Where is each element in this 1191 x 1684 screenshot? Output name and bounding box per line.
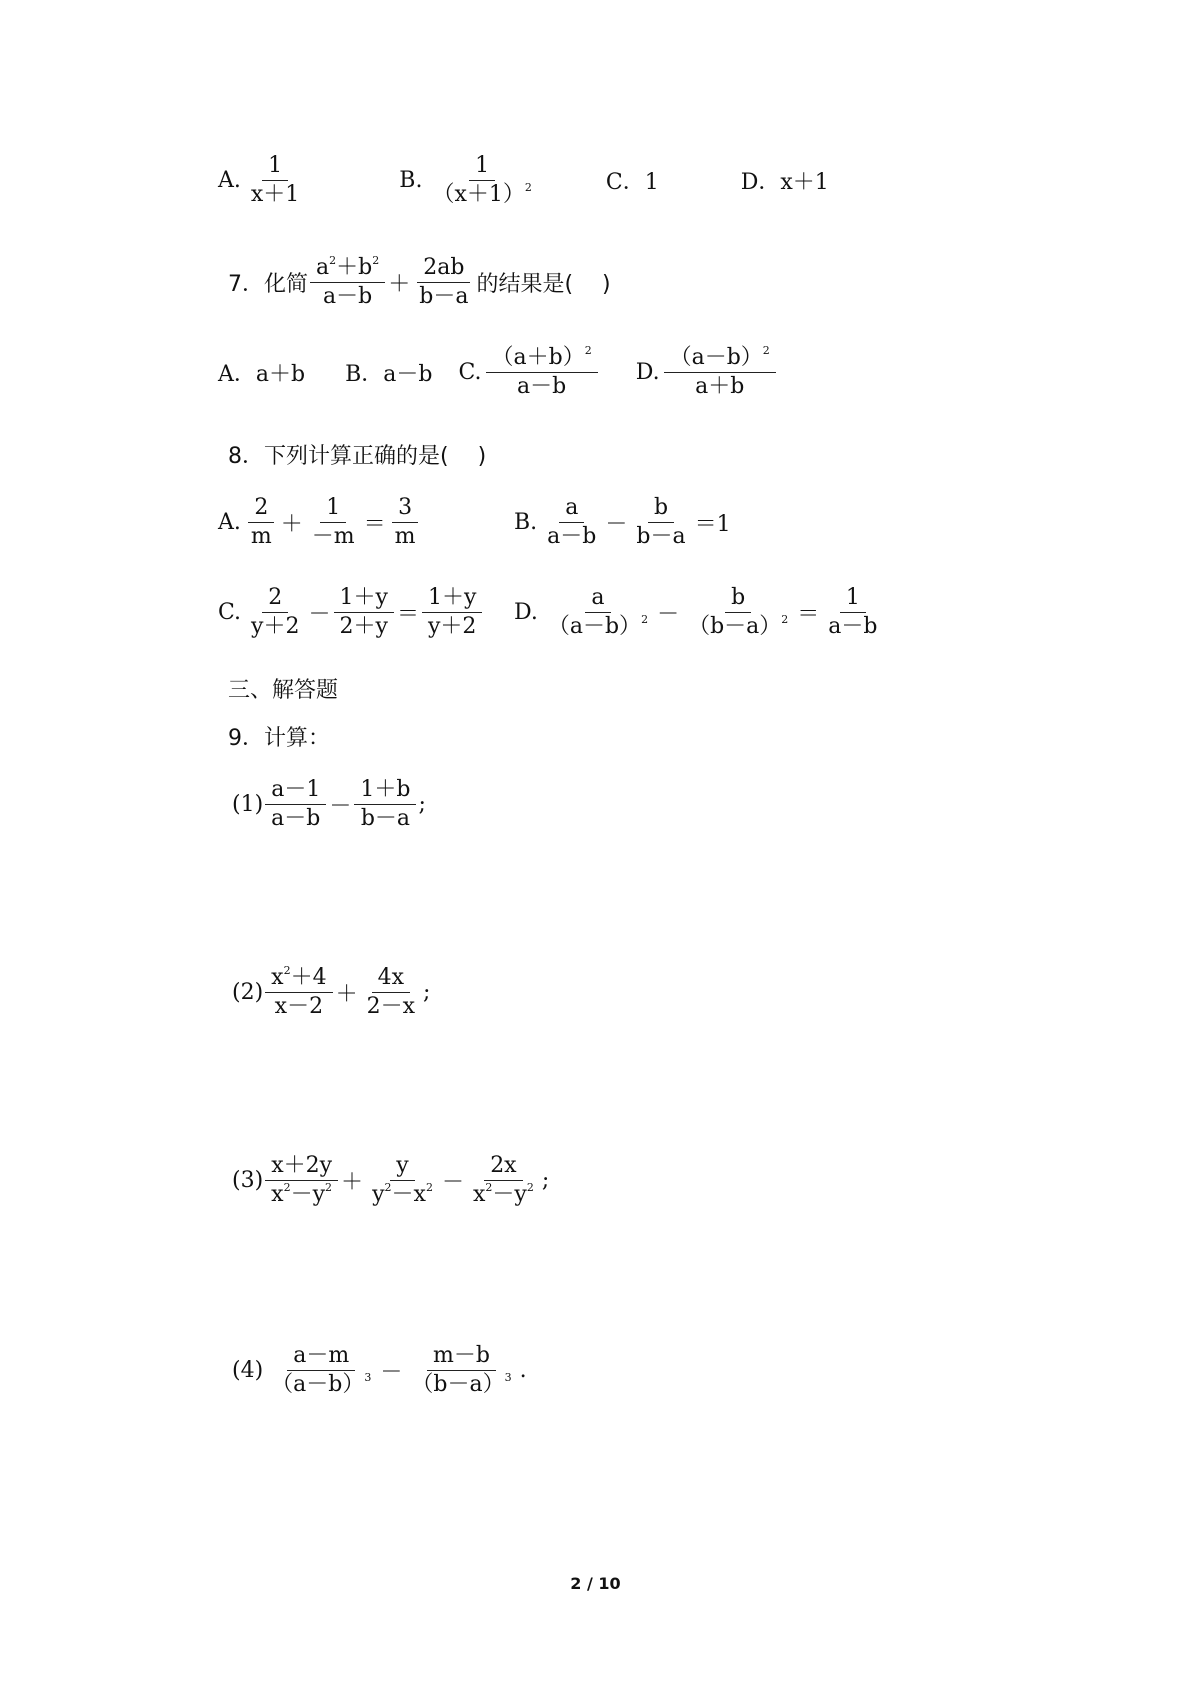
q8-option-a: A. $\frac{2}{m}$ ＋ $\frac{1}{-m}$ ＝ $\frac{3}{m}$ — [218, 494, 424, 551]
fraction: $\frac{y}{y^2-x^2}$ — [372, 1152, 433, 1207]
q7-option-c: C. $\frac{(a+b)^2}{a-b}$ — [458, 344, 599, 401]
q6-option-c: C．1 — [605, 169, 659, 195]
fraction: $\frac{(a-b)^2}{a+b}$ — [664, 344, 776, 401]
q6-options — [218, 148, 829, 212]
fraction: $\frac{1+y}{2+y}$ — [334, 584, 394, 641]
fraction: $\frac{1}{(x+1)^2}$ — [432, 152, 532, 207]
fraction: $\frac{m-b}{(b-a)^3}$ — [411, 1342, 512, 1397]
q8-options-ab — [218, 490, 424, 554]
fraction: $\frac{1}{x+1}$ — [250, 152, 300, 207]
fraction: $\frac{a-m}{(a-b)^3}$ — [271, 1342, 372, 1397]
question-9: 9．计算： — [228, 725, 330, 751]
q8-option-d: D. $\frac{a}{(a-b)^2}$ － $\frac{b}{(b-a)^2}$ ＝ $\frac{1}{a-b}$ — [514, 580, 886, 644]
q7-option-d: D. $\frac{(a-b)^2}{a+b}$ — [636, 344, 778, 401]
problem-3: (3) $\frac{x+2y}{x^2-y^2}$ ＋ $\frac{y}{y^2-x^2}$ － $\frac{2x}{x^2-y^2}$ ; — [232, 1152, 550, 1207]
q8-option-c: C. $\frac{2}{y+2}$ － $\frac{1+y}{2+y}$ ＝ $\frac{1+y}{y+2}$ — [218, 580, 484, 644]
question-7: 7．化简 $\frac{a^2+b^2}{a-b}$ ＋ $\frac{2ab}{b-a}$ 的结果是( ) — [228, 253, 611, 309]
q7-options — [218, 340, 778, 404]
problem-2: (2) $\frac{x^2+4}{x-2}$ ＋ $\frac{4x}{2-x}$ ; — [232, 963, 431, 1019]
q6-option-d: D．x＋1 — [740, 169, 829, 195]
page-number: 2 / 10 — [570, 1574, 621, 1593]
fraction: $\frac{3}{m}$ — [389, 494, 422, 551]
fraction: $\frac{2x}{x^2-y^2}$ — [472, 1152, 534, 1207]
fraction: $\frac{a-1}{a-b}$ — [265, 776, 326, 833]
fraction: $\frac{1+b}{b-a}$ — [354, 776, 416, 833]
problem-4: (4) $\frac{a-m}{(a-b)^3}$ － $\frac{m-b}{(b-a)^3}$ . — [232, 1342, 527, 1397]
fraction: $\frac{x^2+4}{x-2}$ — [265, 964, 332, 1021]
fraction: $\frac{2ab}{b-a}$ — [419, 254, 469, 309]
q6-option-b: B. $\frac{1}{(x+1)^2}$ — [399, 152, 540, 209]
fraction: $\frac{4x}{2-x}$ — [366, 964, 416, 1019]
fraction: $\frac{1}{a-b}$ — [828, 584, 878, 639]
q7-option-a: A．a＋b — [218, 361, 306, 387]
fraction: $\frac{a}{(a-b)^2}$ — [547, 584, 649, 639]
fraction: $\frac{x+2y}{x^2-y^2}$ — [265, 1152, 338, 1209]
q6-option-a: A. $\frac{1}{x+1}$ — [218, 152, 307, 209]
fraction: $\frac{2}{m}$ — [245, 494, 278, 551]
fraction: $\frac{b}{b-a}$ — [636, 494, 686, 549]
fraction: $\frac{a^2+b^2}{a-b}$ — [310, 254, 385, 311]
question-8: 8．下列计算正确的是( ) — [228, 443, 487, 469]
fraction: $\frac{1}{-m}$ — [311, 494, 355, 549]
fraction: $\frac{b}{(b-a)^2}$ — [688, 584, 789, 639]
section-heading: 三、解答题 — [228, 677, 339, 703]
q8-option-b: B. $\frac{a}{a-b}$ － $\frac{b}{b-a}$ ＝1 — [514, 494, 731, 549]
fraction: $\frac{1+y}{y+2}$ — [422, 584, 482, 641]
fraction: $\frac{(a+b)^2}{a-b}$ — [486, 344, 598, 401]
problem-1: (1) $\frac{a-1}{a-b}$ － $\frac{1+b}{b-a}$ ; — [232, 776, 426, 831]
fraction: $\frac{2}{y+2}$ — [251, 584, 300, 639]
fraction: $\frac{a}{a-b}$ — [547, 494, 597, 549]
q7-option-b: B．a－b — [345, 361, 433, 387]
